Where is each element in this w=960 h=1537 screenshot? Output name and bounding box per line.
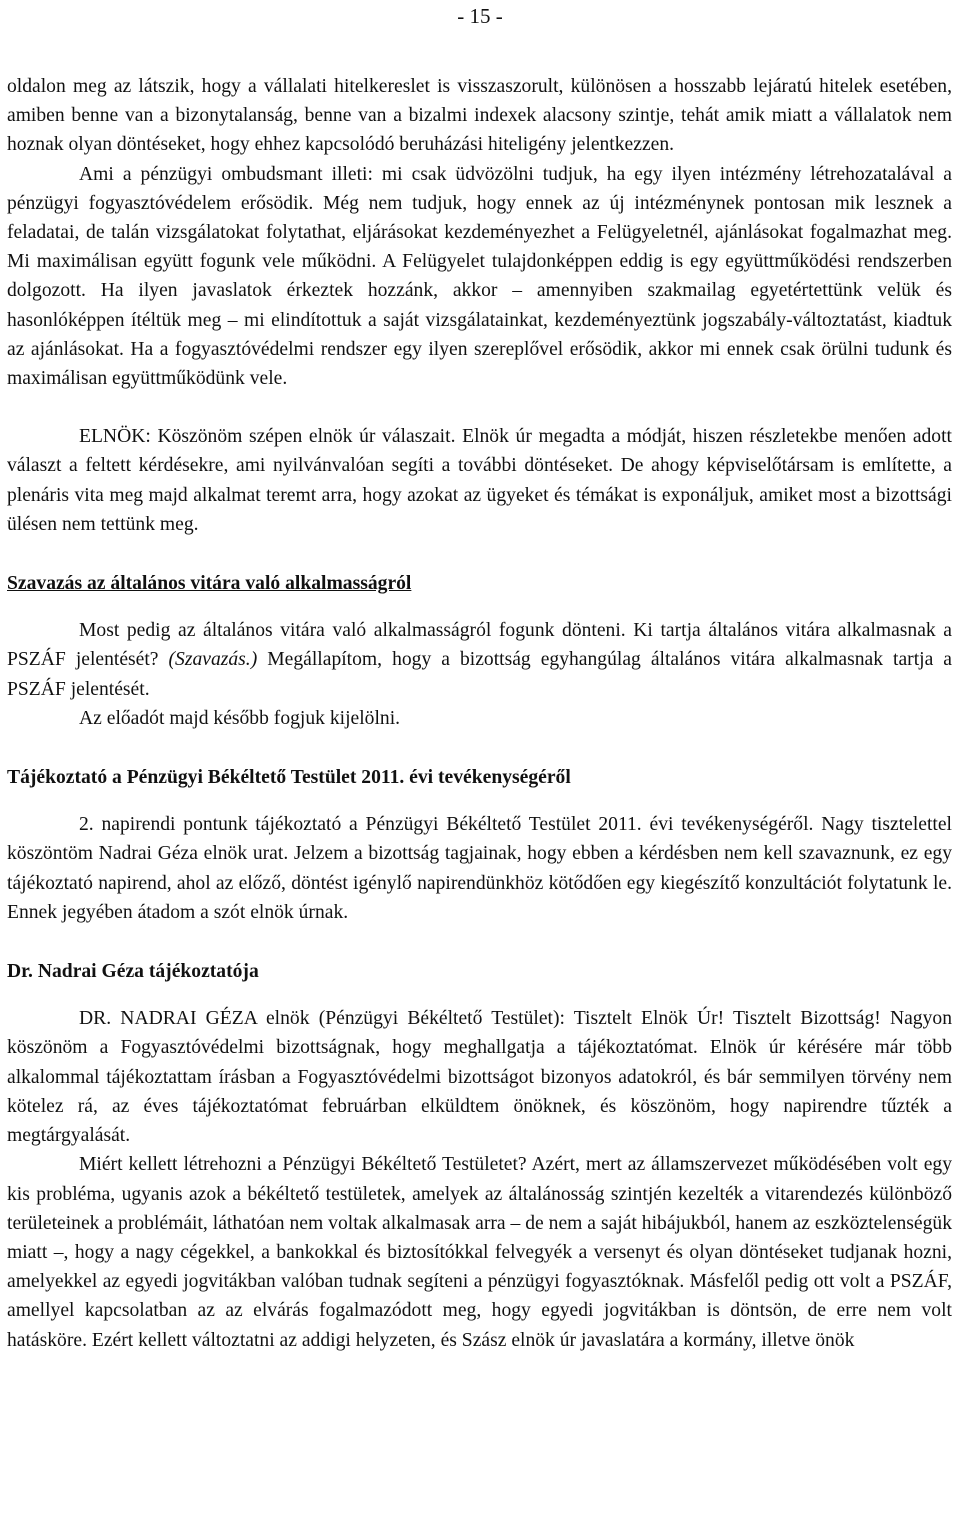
paragraph-vote-text-b: Megállapítom, hogy a bizottság egyhangúlag általános vitára alkalmasnak tartja a PSZÁF jelentését.	[7, 649, 952, 700]
paragraph-ombudsman: Ami a pénzügyi ombudsmant illeti: mi csak üdvözölni tudjuk, ha egy ilyen intézmény létrehozatalával a pénzügyi fogyasztóvédelem erősödik. Még nem tudjuk, hogy ennek az új intézménynek pontosan mik lesznek a feladatai, de talán vizsgálatokat folytathat, eljárásokat kezdeményezhet a Felügyeletnél, ajánlásokat fogalmazhat meg. Mi maximálisan együtt fogunk vele működni. A Felügyelet tulajdonképpen eddig is egy együttműködési rendszerben dolgozott. Ha ilyen javaslatok érkeztek hozzánk, akkor – amennyiben szakmailag egyetértettünk velük és hasonlóképpen ítéltük meg – mi elindítottuk a saját vizsgálatainkat, kezdeményeztünk jogszabály-változtatást, kiadtuk az ajánlásokat. Ha a fogyasztóvédelmi rendszer egy ilyen szereplővel erősödik, akkor mi ennek csak örülni tudunk és maximálisan együttműködünk vele.	[7, 163, 952, 390]
document-body	[7, 72, 952, 1355]
paragraph-chair-response: ELNÖK: Köszönöm szépen elnök úr válaszait. Elnök úr megadta a módját, hiszen részletekbe menően adott választ a feltett kérdésekre, ami nyilvánvalóan segíti a további döntéseket. De ahogy képviselőtársam is említette, a plenáris vita meg majd alkalmat teremt arra, hogy azokat az ügyeket és témákat is exponáljuk, amiket most a bizottsági ülésen nem tettünk meg.	[7, 426, 952, 535]
page-number: - 15 -	[457, 4, 503, 28]
section-heading-vote: Szavazás az általános vitára való alkalmasságról	[7, 573, 412, 595]
paragraph-agenda: 2. napirendi pontunk tájékoztató a Pénzügyi Békéltető Testület 2011. évi tevékenységéről. Nagy tisztelettel köszöntöm Nadrai Géza elnök urat. Jelzem a bizottság tagjainak, hogy ebben a kérdésben nem kell szavaznunk, ez egy tájékoztató napirend, ahol az előző, döntést igénylő napirendünkhöz kötődően egy kiegészítő konzultációt folytatunk le. Ennek jegyében átadom a szót elnök úrnak.	[7, 814, 952, 923]
section-heading-nadrai: Dr. Nadrai Géza tájékoztatója	[7, 961, 259, 983]
paragraph-vote	[7, 616, 952, 704]
paragraph-vote-text-a: Most pedig az általános vitára való alkalmasságról fogunk dönteni. Ki tartja általános vitára alkalmasnak a PSZÁF jelentését?	[7, 620, 952, 671]
paragraph-rapporteur: Az előadót majd később fogjuk kijelölni.	[79, 707, 401, 729]
paragraph-vote-italic: (Szavazás.)	[168, 649, 258, 671]
paragraph-nadrai-why: Miért kellett létrehozni a Pénzügyi Békéltető Testületet? Azért, mert az államszervezet működésében volt egy kis probléma, ugyanis azok a békéltető testületek, amelyek az általánosság szintjén kezelték a vitarendezés különböző területeinek a problémáit, láthatóan nem voltak alkalmasak arra – de nem a saját hibájukból, hanem az eszköztelenségük miatt –, hogy a nagy cégekkel, a bankokkal és biztosítókkal felvegyék a versenyt és olyan döntéseket tudjanak hozni, amelyekkel az egyedi jogvitákban valóban tudnak segíteni a pénzügyi fogyasztóknak. Másfelől pedig ott volt a PSZÁF, amellyel kapcsolatban az az elvárás fogalmazódott meg, hogy egyedi jogvitákban is döntsön, de erre nem volt hatásköre. Ezért kellett változtatni az addigi helyzeten, és Szász elnök úr javaslatára a kormány, illetve önök	[7, 1154, 952, 1351]
paragraph-continuation: oldalon meg az látszik, hogy a vállalati hitelkereslet is visszaszorult, különösen a hosszabb lejáratú hitelek esetében, amiben benne van a bizonytalanság, benne van a bizalmi indexek alacsony szintje, tehát amik miatt a vállalatok nem hoznak olyan döntéseket, hogy ehhez kapcsolódó beruházási hiteligény jelentkezzen.	[7, 76, 952, 156]
section-heading-report: Tájékoztató a Pénzügyi Békéltető Testület 2011. évi tevékenységéről	[7, 767, 571, 789]
paragraph-nadrai-intro: DR. NADRAI GÉZA elnök (Pénzügyi Békéltető Testület): Tisztelt Elnök Úr! Tisztelt Bizottság! Nagyon köszönöm a Fogyasztóvédelmi bizottságnak, hogy meghallgatja a tájékoztatómat. Elnök úr kérésére már több alkalommal tájékoztattam írásban a Fogyasztóvédelmi bizottságot bizonyos adatokról, és bár semmilyen törvény nem kötelez rá, az éves tájékoztatómat februárban elküldtem önöknek, és köszönöm, hogy napirendre tűzték a megtárgyalását.	[7, 1008, 952, 1147]
